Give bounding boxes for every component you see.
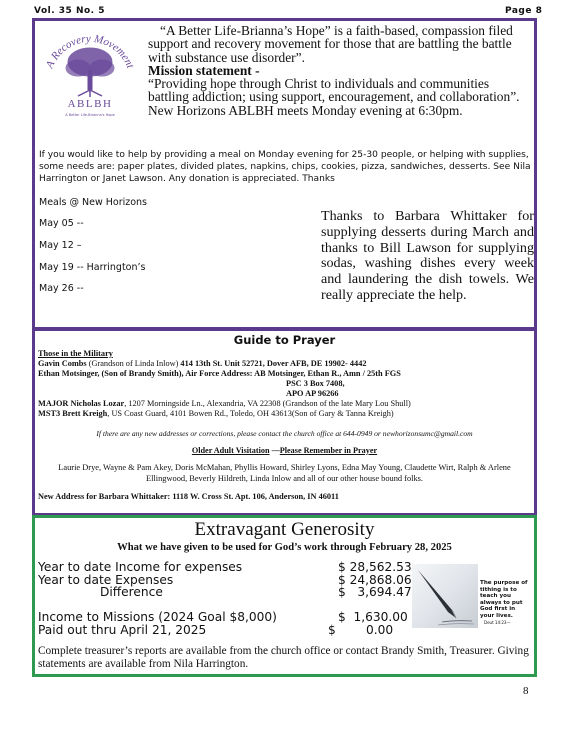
finance-row-value: $ 28,562.53 <box>338 560 412 574</box>
mst3-name: MST3 Brett Kreigh <box>38 409 108 418</box>
gavin-address: 414 13th St. Unit 52721, Dover AFB, DE 19902- 4442 <box>180 359 367 368</box>
tithe-quote: The purpose of tithing is to teach you always to put God first in your lives. <box>480 580 528 619</box>
paidout-value: 0.00 <box>366 622 394 637</box>
meals-title: Meals @ New Horizons <box>39 197 148 208</box>
finance-subtitle: What we have given to be used for God’s work through February 28, 2025 <box>117 542 452 553</box>
visitation-heading: Older Adult Visitation <box>191 446 270 455</box>
finance-row-value: $ 24,868.06 <box>338 572 412 587</box>
gavin-relation: (Grandson of Linda Inlow) <box>86 359 181 368</box>
mission-heading: Mission statement - <box>148 62 260 78</box>
recovery-logo <box>38 24 142 124</box>
paidout-currency: $ <box>328 622 336 637</box>
finance-footer-note: Complete treasurer’s reports are available from the church office or contact Brandy Smith, Treasurer. Giving statements are available from Nila Harrington. <box>38 645 529 670</box>
recovery-intro: “A Better Life-Brianna’s Hope” is a faith-based, compassion filed support and recovery movement for those that are battling the battle with substance use disorder”. <box>148 23 513 65</box>
military-entry-mst3 <box>38 409 533 419</box>
pen-icon <box>412 564 478 628</box>
ethan-address-line1: PSC 3 Box 7408, <box>286 379 345 388</box>
military-entry-major <box>38 399 533 409</box>
help-request: If you would like to help by providing a meal on Monday evening for 25-30 people, or helping with supplies, some needs are: paper plates, divided plates, napkins, chips, cookies, pizza, sandwiches, desserts. See Nila Harrington or Janet Lawson. Any donation is appreciated. Thanks <box>39 150 531 185</box>
major-name: MAJOR Nicholas Lozar <box>38 399 125 408</box>
finance-title: Extravagant Generosity <box>194 519 375 540</box>
logo-initials: ABLBH <box>67 98 113 110</box>
changes-note: If there are any new addresses or corrections, please contact the church office at 644-0949 or newhorizonsumc@gmail.com <box>96 429 473 438</box>
military-heading: Those in the Military <box>38 349 113 358</box>
meal-entry: May 12 – <box>39 240 82 251</box>
visitation-separator: — <box>269 446 280 455</box>
meal-entry: May 05 -- <box>39 218 84 229</box>
visitation-heading-line <box>32 446 537 455</box>
logo-arc-text: A Recovery Movement <box>43 32 137 71</box>
mission-text: “Providing hope through Christ to individuals and communities battling addiction; using support, encouragement, and collaboration”. <box>148 76 520 105</box>
gavin-name: Gavin Combs <box>38 359 87 368</box>
finance-row-label: Difference <box>100 585 163 599</box>
visitation-names: Laurie Drye, Wayne & Pam Akey, Doris McMahan, Phyllis Howard, Shirley Lyons, Edna May Young, Claudette Wirt, Ralph & Arlene Ellingwood, Beverly Hildreth, Linda Inlow and all of our other house bound folks. <box>58 463 511 483</box>
prayer-title: Guide to Prayer <box>233 333 336 347</box>
thanks-note: Thanks to Barbara Whittaker for supplying desserts during March and thanks to Bill Lawson for supplying sodas, washing dishes every week and laundering the dish towels. We really appreciate the help. <box>321 208 534 303</box>
major-details: , 1207 Morningside Ln., Alexandria, VA 22308 (Grandson of the late Mary Lou Shull) <box>124 399 411 408</box>
finance-row-label: Year to date Expenses <box>38 572 174 587</box>
finance-row-value: $ 3,694.47 <box>338 585 412 599</box>
meal-entry: May 26 -- <box>39 283 84 294</box>
visitation-remember: Please Remember in Prayer <box>279 446 378 455</box>
meeting-info: New Horizons ABLBH meets Monday evening at 6:30pm. <box>148 102 463 118</box>
tithe-reference: Deut 14:23— <box>484 620 511 625</box>
logo-tagline: A Better Life-Brianna's Hope <box>65 113 115 117</box>
page-label: Page 8 <box>505 6 543 16</box>
tithing-image <box>412 564 478 628</box>
new-address: New Address for Barbara Whittaker: 1118 W. Cross St. Apt. 106, Anderson, IN 46011 <box>38 492 339 501</box>
meal-entry: May 19 -- Harrington’s <box>39 262 146 273</box>
military-entry-ethan: Ethan Motsinger, (Son of Brandy Smith), Air Force Address: AB Motsinger, Ethan R., Amn / 25th FGS <box>38 369 401 378</box>
volume-label: Vol. 35 No. 5 <box>34 6 105 16</box>
ethan-address-line2: APO AP 96266 <box>286 389 339 398</box>
mst3-details: , US Coast Guard, 4101 Bowen Rd., Toledo, OH 43613(Son of Gary & Tanna Kreigh) <box>107 409 394 418</box>
paidout-label: Paid out thru April 21, 2025 <box>38 622 207 637</box>
missions-value: $ 1,630.00 <box>338 610 408 624</box>
missions-label: Income to Missions (2024 Goal $8,000) <box>38 610 277 624</box>
page-number: 8 <box>523 685 529 697</box>
finance-row-label: Year to date Income for expenses <box>38 560 243 574</box>
military-entry-gavin <box>38 359 533 369</box>
